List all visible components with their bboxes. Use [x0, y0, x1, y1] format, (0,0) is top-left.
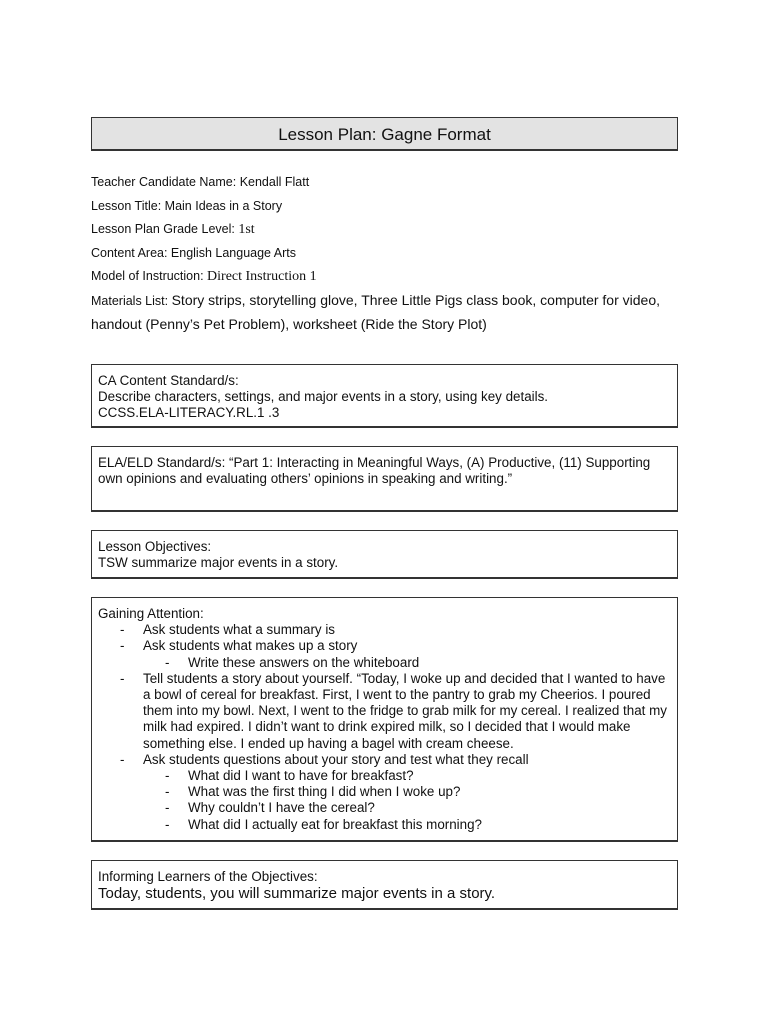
model-label: Model of Instruction: — [91, 269, 208, 284]
materials-label: Materials List: — [91, 293, 172, 308]
ca-standard-line2: CCSS.ELA-LITERACY.RL.1 .3 — [98, 405, 280, 421]
list-item — [98, 638, 671, 670]
sub-list-item: - What did I want to have for breakfast? — [143, 768, 671, 784]
list-item: - Ask students what a summary is — [98, 622, 671, 638]
page-title: Lesson Plan: Gagne Format — [91, 117, 678, 151]
sub-list-item: - Write these answers on the whiteboard — [143, 655, 671, 671]
lesson-title: Lesson Title: Main Ideas in a Story — [91, 198, 283, 213]
sub-list-item: - What was the first thing I did when I woke up? — [143, 784, 671, 800]
model-of-instruction — [91, 265, 691, 289]
grade-label: Lesson Plan Grade Level: — [91, 222, 239, 237]
ca-standard-line1: Describe characters, settings, and major events in a story, using key details. — [98, 389, 549, 405]
gaining-attention-heading: Gaining Attention: — [98, 606, 204, 621]
objectives-text: TSW summarize major events in a story. — [98, 555, 339, 571]
list-item-text: Ask students what makes up a story — [143, 638, 358, 654]
materials-list — [91, 289, 691, 337]
lesson-info — [91, 171, 691, 337]
list-item: - Tell students a story about yourself. “Today, I woke up and decided that I wanted to have a bowl of cereal for breakfast. First, I went to the pantry to grab my Cheerios. I poured them into my bowl. Next, I went to the fridge to grab milk for my cereal. I realized that my milk had expired. I didn’t want to drink expired milk, so I decided that I would make something else. I ended up having a bagel with cream cheese. — [98, 671, 671, 752]
content-area: Content Area: English Language Arts — [91, 245, 297, 260]
sub-list-item: - Why couldn’t I have the cereal? — [143, 800, 671, 816]
objectives-box — [91, 530, 678, 579]
teacher-name: Teacher Candidate Name: Kendall Flatt — [91, 175, 310, 189]
list-item-text: Ask students questions about your story and test what they recall — [143, 751, 529, 767]
sub-list-item: - What did I actually eat for breakfast this morning? — [143, 817, 671, 833]
materials-value: Story strips, storytelling glove, Three Little Pigs class book, computer for video, handout (Penny’s Pet Problem), worksheet (Ride the Story Plot) — [91, 291, 660, 332]
gaining-attention-list — [98, 622, 671, 833]
ca-standard-box — [91, 364, 678, 428]
objectives-heading: Lesson Objectives: — [98, 539, 212, 554]
informing-box — [91, 860, 678, 910]
model-value: Direct Instruction 1 — [207, 269, 317, 285]
informing-text: Today, students, you will summarize major events in a story. — [98, 885, 496, 903]
ela-standard-text: ELA/ELD Standard/s: “Part 1: Interacting in Meaningful Ways, (A) Productive, (11) Supporting own opinions and evaluating others’ opinions in speaking and writing.” — [98, 455, 651, 487]
informing-heading: Informing Learners of the Objectives: — [98, 869, 318, 884]
list-item — [98, 752, 671, 833]
sub-list — [143, 768, 671, 833]
sub-list — [143, 655, 671, 671]
gaining-attention-box — [91, 597, 678, 842]
grade-value: 1st — [238, 222, 255, 238]
grade-level — [91, 218, 691, 242]
ca-standard-heading: CA Content Standard/s: — [98, 373, 239, 388]
ela-standard-box — [91, 446, 678, 512]
